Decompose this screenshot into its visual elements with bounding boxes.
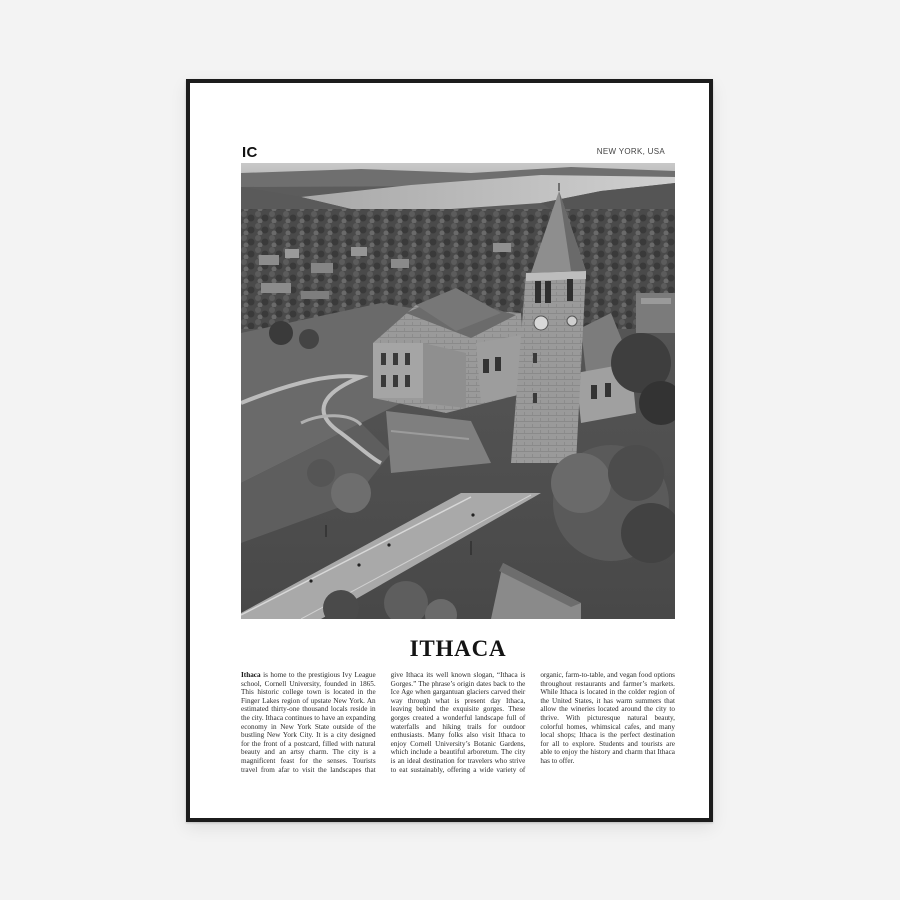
aerial-photo [241,163,675,619]
poster-mat [198,91,701,810]
description-lead: Ithaca [241,671,261,679]
aerial-photo-illustration [241,163,675,619]
city-title: ITHACA [409,636,507,661]
description-text: is home to the prestigious Ivy League school, Cornell University, founded in 1865. This historic college town is located in the Finger Lakes region of upstate New York. An estimated thirty-one thousand locals reside in the city. Ithaca continues to have an expanding economy in New York State outside of the bustling New York City. It is a city designed for the front of a postcard, filled with natural beauty and an artsy charm. The city is a magnificent feast for the senses. Tourists travel from afar to visit the landscapes that give Ithaca its well known slogan, “Ithaca is Gorges.” The phrase’s origin dates back to the Ice Age when gargantuan glaciers carved their way through what is present day Ithaca, leaving behind the exquisite gorges. These gorges created a wonderful landscape full of waterfalls and hiking trails for outdoor enthusiasts. Many folks also visit Ithaca to enjoy Cornell University’s Botanic Gardens, which include a beautiful arboretum. The city is an ideal destination for travelers who strive to eat sustainably, offering a wide variety of organic, farm-to-table, and vegan food options throughout restaurants and farmer’s markets. While Ithaca is located in the colder region of the United States, it has warm summers that allow the wineries located around the city to thrive. With picturesque natural beauty, colorful homes, whimsical cafes, and many local shops; Ithaca is the perfect destination for all to explore. Students and tourists are able to enjoy the history and charm that Ithaca has to offer. [241,671,675,774]
poster-frame [186,79,713,822]
city-description [241,671,675,779]
location-label: NEW YORK, USA [596,147,665,156]
city-monogram: IC [242,144,258,161]
